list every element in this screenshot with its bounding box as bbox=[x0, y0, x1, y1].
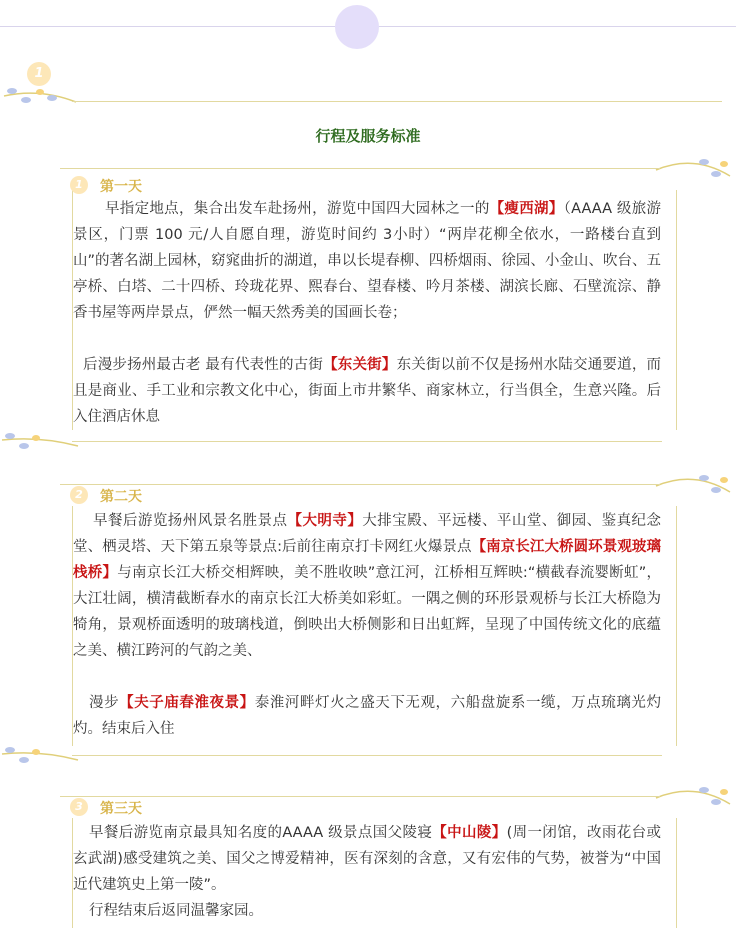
day2-paragraph-1: 早餐后游览扬州风景名胜景点【大明寺】大排宝殿、平远楼、平山堂、御园、鉴真纪念堂、栖灵塔、天下第五泉等景点:后前往南京打卡网红火爆景点【南京长江大桥圆环景观玻璃栈桥】与南京长江大桥交相辉映，美不胜收映”意江河，江桥相互辉映:“横截春流婴断虹”，大江壮阔，横清截断春水的南京长江大桥美如彩虹。一隅之侧的环形景观桥与长江大桥隐为犄角，景观桥面透明的玻璃栈道，倒映出大桥侧影和日出虹辉，呈现了中国传统文化的底蕴之美、横江跨河的气韵之美、 bbox=[73, 513, 662, 659]
day3-label: 第三天 bbox=[100, 801, 142, 817]
day3-paragraph-1: 早餐后游览南京最具知名度的AAAA 级景点国父陵寝【中山陵】(周一闭馆，改雨花台或玄武湖)感受建筑之美、国父之博爱精神，医有深刻的含意，又有宏伟的气势，被誉为“中国近代建筑史上第一陵”。 bbox=[73, 825, 662, 893]
day1-top-line bbox=[60, 168, 660, 169]
day1-paragraph-2: 后漫步扬州最古老 最有代表性的古街【东关街】东关街以前不仅是扬州水陆交通要道，而且是商业、手工业和宗教文化中心，街面上市井繁华、商家林立，行当俱全，生意兴隆。后入住酒店休息 bbox=[73, 357, 662, 425]
flower-sprig-icon bbox=[0, 428, 80, 460]
page-title: 行程及服务标准 bbox=[315, 127, 421, 145]
header-number-badge: 1 bbox=[27, 62, 51, 86]
day1-label: 第一天 bbox=[100, 179, 142, 195]
day3-top-line bbox=[60, 796, 660, 797]
day2-label: 第二天 bbox=[100, 489, 142, 505]
attraction-highlight: 【大明寺】 bbox=[287, 513, 363, 529]
flower-sprig-icon bbox=[0, 80, 80, 112]
day1-right-line bbox=[676, 190, 677, 430]
day1-paragraph-1: 早指定地点，集合出发车赴扬州，游览中国四大园林之一的【瘦西湖】（AAAA 级旅游景区，门票 100 元/人自愿自理，游览时间约 3小时）“两岸花柳全依水，一路楼台直到山”的著名湖上园林，窈窕曲折的湖道，串以长堤春柳、四桥烟雨、徐园、小金山、吹台、五亭桥、白塔、二十四桥、玲珑花界、熙春台、望春楼、吟月茶楼、湖滨长廊、石壁流淙、静香书屋等两岸景点，俨然一幅天然秀美的国画长卷； bbox=[73, 201, 662, 321]
day2-top-line bbox=[60, 484, 660, 485]
top-circle-ornament bbox=[335, 5, 379, 49]
day1-badge: 1 bbox=[70, 176, 88, 194]
day1-bottom-line bbox=[72, 441, 662, 442]
attraction-highlight: 【南京长江大桥圆环景观玻璃栈桥】 bbox=[73, 539, 661, 581]
day2-right-line bbox=[676, 506, 677, 746]
day3-paragraph-2: 行程结束后返同温馨家园。 bbox=[89, 903, 263, 919]
flower-sprig-icon bbox=[654, 466, 734, 506]
day2-bottom-line bbox=[72, 755, 662, 756]
day2-paragraph-2: 漫步【夫子庙春淮夜景】泰淮河畔灯火之盛天下无观，六船盘旋系一缆，万点琉璃光灼灼。结束后入住 bbox=[73, 695, 662, 737]
attraction-highlight: 【夫子庙春淮夜景】 bbox=[119, 695, 255, 711]
header-divider bbox=[72, 101, 722, 102]
attraction-highlight: 【中山陵】 bbox=[432, 825, 507, 841]
day2-badge: 2 bbox=[70, 486, 88, 504]
flower-sprig-icon bbox=[0, 742, 80, 774]
day3-right-line bbox=[676, 818, 677, 928]
attraction-highlight: 【东关街】 bbox=[323, 357, 397, 373]
flower-sprig-icon bbox=[654, 150, 734, 190]
flower-sprig-icon bbox=[654, 778, 734, 818]
day3-badge: 3 bbox=[70, 798, 88, 816]
attraction-highlight: 【瘦西湖】 bbox=[489, 201, 564, 217]
